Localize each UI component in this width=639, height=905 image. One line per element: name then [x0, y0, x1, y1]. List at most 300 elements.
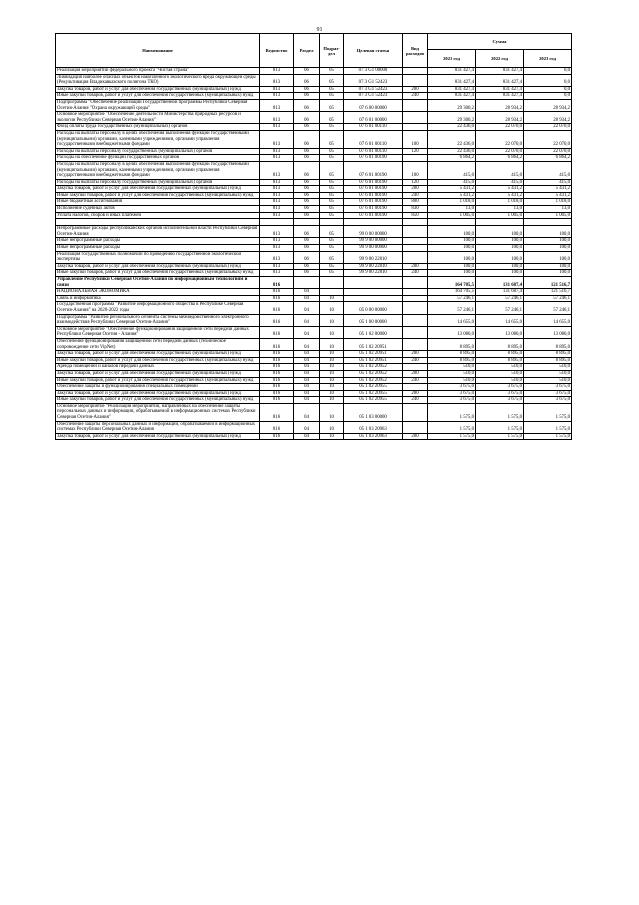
- row-year-2021: 22 436,0: [428, 130, 476, 148]
- row-ministry: 816: [260, 326, 294, 338]
- row-ministry: 816: [260, 384, 294, 391]
- row-target: 07 6 01 00110: [344, 148, 403, 155]
- table-row: [56, 384, 572, 391]
- row-year-2021: 831 427,4: [428, 74, 476, 86]
- row-subsection: 10: [320, 390, 344, 397]
- row-year-2021: 100,0: [428, 251, 476, 263]
- row-target: [344, 277, 403, 289]
- row-section: 06: [294, 199, 320, 206]
- row-year-2021: 29 300,2: [428, 112, 476, 124]
- table-row: [56, 148, 572, 155]
- row-year-2022: 8 895,0: [476, 338, 524, 350]
- row-year-2023: 0,0: [524, 74, 572, 86]
- row-expense-type: [403, 326, 428, 338]
- row-expense-type: [403, 245, 428, 252]
- row-ministry: 813: [260, 245, 294, 252]
- row-ministry: 813: [260, 199, 294, 206]
- row-section: 04: [294, 370, 320, 377]
- table-body: [56, 68, 572, 440]
- row-section: 06: [294, 212, 320, 219]
- row-subsection: 05: [320, 93, 344, 100]
- row-expense-type: 240: [403, 270, 428, 277]
- row-section: 04: [294, 390, 320, 397]
- row-subsection: 10: [320, 370, 344, 377]
- row-ministry: 813: [260, 130, 294, 148]
- row-year-2022: 100,0: [476, 226, 524, 238]
- header-ministry: Ведомство: [260, 34, 294, 68]
- row-expense-type: [403, 338, 428, 350]
- row-year-2022: 831 427,4: [476, 68, 524, 75]
- header-sum: Сумма: [428, 34, 572, 50]
- row-year-2023: 13 080,0: [524, 326, 572, 338]
- row-section: 04: [294, 314, 320, 326]
- row-year-2023: 100,0: [524, 238, 572, 245]
- header-section: Раздел: [294, 34, 320, 68]
- row-subsection: 05: [320, 206, 344, 213]
- row-subsection: 05: [320, 148, 344, 155]
- row-ministry: 813: [260, 212, 294, 219]
- row-subsection: 10: [320, 302, 344, 314]
- table-row: [56, 68, 572, 75]
- header-subsection: Подраз- дел: [320, 34, 344, 68]
- row-target: 05 1 02 20955: [344, 397, 403, 404]
- row-section: 06: [294, 161, 320, 179]
- row-year-2022: [476, 219, 524, 226]
- row-year-2021: 164 705,5: [428, 277, 476, 289]
- row-subsection: 05: [320, 99, 344, 111]
- row-year-2022: 3 675,0: [476, 384, 524, 391]
- row-name: Иные закупки товаров, работ и услуг для обеспечения государственных (муниципальных) нужд: [56, 93, 260, 100]
- row-subsection: 10: [320, 364, 344, 371]
- row-target: 07 6 01 00190: [344, 192, 403, 199]
- row-expense-type: [403, 112, 428, 124]
- table-row: [56, 302, 572, 314]
- row-year-2021: 13,0: [428, 206, 476, 213]
- table-row: [56, 238, 572, 245]
- row-year-2022: 5 431,2: [476, 186, 524, 193]
- row-ministry: 813: [260, 161, 294, 179]
- row-year-2023: 1 005,0: [524, 212, 572, 219]
- row-ministry: 816: [260, 403, 294, 421]
- row-expense-type: [403, 124, 428, 131]
- row-section: [294, 219, 320, 226]
- row-ministry: 813: [260, 251, 294, 263]
- table-row: [56, 277, 572, 289]
- row-year-2021: 831 427,4: [428, 86, 476, 93]
- row-year-2022: 1 018,0: [476, 199, 524, 206]
- row-section: 06: [294, 148, 320, 155]
- row-section: 06: [294, 245, 320, 252]
- row-target: [344, 295, 403, 302]
- row-name: Ликвидация наиболее опасных объектов накопленного экологического вреда окружающей среды (Рекультивация Владикавказского полигона ТКО): [56, 74, 260, 86]
- row-section: 04: [294, 351, 320, 358]
- row-year-2022: 14 655,0: [476, 314, 524, 326]
- row-expense-type: [403, 226, 428, 238]
- row-expense-type: [403, 421, 428, 433]
- row-year-2022: 22 070,0: [476, 148, 524, 155]
- row-expense-type: [403, 314, 428, 326]
- row-ministry: 813: [260, 155, 294, 162]
- row-ministry: 813: [260, 192, 294, 199]
- row-subsection: 05: [320, 179, 344, 186]
- row-year-2023: 0,0: [524, 93, 572, 100]
- row-year-2023: 3 675,0: [524, 384, 572, 391]
- row-year-2023: 121 516,7: [524, 277, 572, 289]
- row-ministry: 813: [260, 179, 294, 186]
- table-row: [56, 357, 572, 364]
- row-name: Связь и информатика: [56, 295, 260, 302]
- row-ministry: 816: [260, 351, 294, 358]
- row-subsection: 05: [320, 270, 344, 277]
- row-section: 06: [294, 206, 320, 213]
- row-expense-type: 240: [403, 357, 428, 364]
- row-subsection: 10: [320, 397, 344, 404]
- row-year-2023: 8 895,0: [524, 338, 572, 350]
- row-name: Иные бюджетные ассигнования: [56, 199, 260, 206]
- row-subsection: [320, 219, 344, 226]
- row-year-2021: 100,0: [428, 238, 476, 245]
- row-name: Расходы на выплаты персоналу в целях обеспечения выполнения функций государственными (муниципальными) органами, казенными учреждениями, органами управления государственными внебюджетными фондами: [56, 130, 260, 148]
- row-subsection: 05: [320, 186, 344, 193]
- row-section: 06: [294, 112, 320, 124]
- row-year-2022: 100,0: [476, 270, 524, 277]
- row-year-2022: 3 675,0: [476, 397, 524, 404]
- row-ministry: 816: [260, 338, 294, 350]
- row-section: 04: [294, 377, 320, 384]
- row-year-2022: 6 864,2: [476, 155, 524, 162]
- row-expense-type: 240: [403, 377, 428, 384]
- row-name: Расходы на выплаты персоналу в целях обеспечения выполнения функций государственными (муниципальными) органами, казенными учреждениями, органами управления государственными внебюджетными фондами: [56, 161, 260, 179]
- row-section: 06: [294, 226, 320, 238]
- table-row: [56, 338, 572, 350]
- row-target: 05 1 02 20951: [344, 338, 403, 350]
- row-year-2023: 1 575,0: [524, 403, 572, 421]
- row-section: 04: [294, 289, 320, 296]
- row-subsection: 10: [320, 433, 344, 440]
- row-target: 07 6 01 00110: [344, 130, 403, 148]
- row-name: Закупка товаров, работ и услуг для обеспечения государственных (муниципальных) нужд: [56, 351, 260, 358]
- row-target: 99 9 00 00000: [344, 238, 403, 245]
- row-subsection: 05: [320, 226, 344, 238]
- row-year-2022: 100,0: [476, 238, 524, 245]
- row-name: Иные закупки товаров, работ и услуг для обеспечения государственных (муниципальных) нужд: [56, 397, 260, 404]
- row-ministry: 816: [260, 289, 294, 296]
- table-row: [56, 124, 572, 131]
- row-expense-type: [403, 302, 428, 314]
- row-ministry: 813: [260, 74, 294, 86]
- table-row: [56, 206, 572, 213]
- row-ministry: 816: [260, 421, 294, 433]
- row-year-2023: 3 675,0: [524, 390, 572, 397]
- row-target: 07 3 G1 52423: [344, 93, 403, 100]
- row-target: 05 1 00 00000: [344, 314, 403, 326]
- row-subsection: 05: [320, 155, 344, 162]
- row-section: 06: [294, 124, 320, 131]
- row-name: Уплата налогов, сборов и иных платежей: [56, 212, 260, 219]
- row-subsection: 05: [320, 192, 344, 199]
- row-name: Расходы на обеспечение функций государственных органов: [56, 155, 260, 162]
- row-target: [344, 219, 403, 226]
- row-target: 07 3 G1 00000: [344, 68, 403, 75]
- table-row: [56, 199, 572, 206]
- table-row: [56, 251, 572, 263]
- row-ministry: 816: [260, 277, 294, 289]
- row-year-2021: 14 655,0: [428, 314, 476, 326]
- row-year-2022: 13 080,0: [476, 326, 524, 338]
- row-target: 05 1 02 20951: [344, 351, 403, 358]
- row-target: 05 0 00 00000: [344, 302, 403, 314]
- table-row: [56, 212, 572, 219]
- table-row: [56, 364, 572, 371]
- row-name: Реализация государственных полномочий по проведению государственной экологической экспертизы: [56, 251, 260, 263]
- row-name: Закупка товаров, работ и услуг для обеспечения государственных (муниципальных) нужд: [56, 86, 260, 93]
- row-name: Закупка товаров, работ и услуг для обеспечения государственных (муниципальных) нужд: [56, 433, 260, 440]
- row-name: Аренда помещений и каналов передачи данных: [56, 364, 260, 371]
- row-name: Иные закупки товаров, работ и услуг для обеспечения государственных (муниципальных) нужд: [56, 357, 260, 364]
- row-year-2022: 3 675,0: [476, 390, 524, 397]
- row-expense-type: 850: [403, 212, 428, 219]
- row-target: 05 1 02 00000: [344, 326, 403, 338]
- row-year-2021: 1 005,0: [428, 212, 476, 219]
- row-section: 06: [294, 263, 320, 270]
- row-year-2021: 22 436,0: [428, 124, 476, 131]
- row-target: 05 1 02 20952: [344, 364, 403, 371]
- row-year-2023: 5 431,2: [524, 192, 572, 199]
- row-subsection: 05: [320, 161, 344, 179]
- row-target: 07 6 01 00190: [344, 186, 403, 193]
- row-target: 99 9 00 22810: [344, 270, 403, 277]
- row-year-2021: 510,0: [428, 377, 476, 384]
- row-section: 06: [294, 251, 320, 263]
- row-ministry: 813: [260, 93, 294, 100]
- row-ministry: 816: [260, 314, 294, 326]
- row-target: 07 6 00 00000: [344, 99, 403, 111]
- row-name: НАЦИОНАЛЬНАЯ ЭКОНОМИКА: [56, 289, 260, 296]
- row-target: 07 6 01 00190: [344, 212, 403, 219]
- table-row: [56, 433, 572, 440]
- row-subsection: 05: [320, 68, 344, 75]
- table-row: [56, 93, 572, 100]
- row-section: 06: [294, 192, 320, 199]
- row-ministry: 813: [260, 148, 294, 155]
- row-expense-type: [403, 238, 428, 245]
- row-year-2021: 3 675,0: [428, 390, 476, 397]
- row-expense-type: [403, 251, 428, 263]
- row-year-2021: 1 575,0: [428, 433, 476, 440]
- row-name: Основное мероприятие "Реализация мероприятий, направленных на обеспечение защиты персональных данных и информации, обрабатываемой в информационных системах Республики Северная Осетия-Алания": [56, 403, 260, 421]
- row-year-2022: 510,0: [476, 370, 524, 377]
- row-ministry: 813: [260, 112, 294, 124]
- row-section: 04: [294, 357, 320, 364]
- row-year-2023: 1 575,0: [524, 433, 572, 440]
- row-year-2022: 831 427,4: [476, 86, 524, 93]
- row-section: 04: [294, 338, 320, 350]
- row-expense-type: 100: [403, 130, 428, 148]
- row-name: Закупка товаров, работ и услуг для обеспечения государственных (муниципальных) нужд: [56, 186, 260, 193]
- header-target: Целевая статья: [344, 34, 403, 68]
- row-year-2023: 3 675,0: [524, 397, 572, 404]
- row-year-2023: 28 934,2: [524, 99, 572, 111]
- row-year-2022: 831 427,4: [476, 74, 524, 86]
- row-subsection: 05: [320, 251, 344, 263]
- row-year-2022: 100,0: [476, 245, 524, 252]
- row-year-2021: 164 705,5: [428, 289, 476, 296]
- row-target: 05 1 03 00000: [344, 403, 403, 421]
- row-year-2022: 8 895,0: [476, 357, 524, 364]
- row-name: Основное мероприятие "Обеспечение деятельности Министерства природных ресурсов и экологии Республики Северная Осетия-Алания": [56, 112, 260, 124]
- row-year-2021: 5 431,2: [428, 186, 476, 193]
- row-year-2021: 1 575,0: [428, 403, 476, 421]
- row-year-2023: 0,0: [524, 68, 572, 75]
- row-target: 05 1 03 20963: [344, 421, 403, 433]
- table-row: [56, 112, 572, 124]
- row-section: 06: [294, 186, 320, 193]
- row-expense-type: 200: [403, 186, 428, 193]
- row-year-2023: 510,0: [524, 370, 572, 377]
- row-target: 07 6 01 00000: [344, 112, 403, 124]
- row-target: 07 3 G1 52423: [344, 86, 403, 93]
- row-ministry: 813: [260, 68, 294, 75]
- row-name: Расходы на выплаты персоналу государственных (муниципальных) органов: [56, 179, 260, 186]
- table-row: [56, 390, 572, 397]
- row-year-2023: 415,0: [524, 179, 572, 186]
- table-row: [56, 370, 572, 377]
- row-expense-type: 200: [403, 433, 428, 440]
- row-name: Подпрограмма "Развитие регионального сегмента системы межведомственного электронного взаимодействия Республики Северная Осетия-Алания": [56, 314, 260, 326]
- row-ministry: 813: [260, 206, 294, 213]
- row-expense-type: [403, 219, 428, 226]
- row-year-2021: 831 427,4: [428, 93, 476, 100]
- row-target: 99 9 00 00000: [344, 245, 403, 252]
- row-name: Закупка товаров, работ и услуг для обеспечения государственных (муниципальных) нужд: [56, 390, 260, 397]
- row-subsection: [320, 289, 344, 296]
- row-year-2023: 100,0: [524, 226, 572, 238]
- row-year-2021: 510,0: [428, 370, 476, 377]
- row-target: 07 6 01 00190: [344, 155, 403, 162]
- row-year-2021: 29 300,2: [428, 99, 476, 111]
- row-section: 04: [294, 326, 320, 338]
- row-year-2022: 57 246,1: [476, 302, 524, 314]
- row-subsection: 10: [320, 326, 344, 338]
- row-year-2022: 13,0: [476, 206, 524, 213]
- row-year-2021: 1 018,0: [428, 199, 476, 206]
- row-section: 04: [294, 295, 320, 302]
- row-ministry: 813: [260, 99, 294, 111]
- row-year-2021: 510,0: [428, 364, 476, 371]
- row-year-2023: 100,0: [524, 270, 572, 277]
- row-ministry: 813: [260, 226, 294, 238]
- table-row: [56, 403, 572, 421]
- row-year-2022: 415,0: [476, 161, 524, 179]
- row-section: 06: [294, 74, 320, 86]
- row-ministry: 813: [260, 238, 294, 245]
- row-subsection: 05: [320, 199, 344, 206]
- row-year-2023: 121 516,7: [524, 289, 572, 296]
- row-section: 04: [294, 397, 320, 404]
- row-target: 07 6 01 00190: [344, 199, 403, 206]
- row-section: 04: [294, 364, 320, 371]
- page-number: 91: [316, 27, 323, 33]
- row-subsection: 05: [320, 245, 344, 252]
- row-target: 05 1 02 20951: [344, 357, 403, 364]
- row-name: Основное мероприятие "Обеспечение функционирования защищенной сети передачи данных Республики Северная Осетия - Алания": [56, 326, 260, 338]
- header-year-2021: 2021 год: [428, 50, 476, 68]
- row-subsection: 10: [320, 338, 344, 350]
- row-section: [294, 277, 320, 289]
- row-ministry: 813: [260, 186, 294, 193]
- row-year-2021: 6 864,2: [428, 155, 476, 162]
- table-row: [56, 421, 572, 433]
- row-expense-type: 240: [403, 192, 428, 199]
- row-year-2021: 8 895,0: [428, 338, 476, 350]
- row-expense-type: [403, 155, 428, 162]
- row-year-2023: 57 246,1: [524, 295, 572, 302]
- row-subsection: 10: [320, 421, 344, 433]
- row-subsection: 10: [320, 351, 344, 358]
- row-expense-type: 100: [403, 161, 428, 179]
- row-year-2021: 415,0: [428, 179, 476, 186]
- row-year-2022: 28 934,2: [476, 112, 524, 124]
- row-expense-type: [403, 68, 428, 75]
- row-expense-type: 120: [403, 179, 428, 186]
- row-expense-type: [403, 277, 428, 289]
- row-year-2021: 100,0: [428, 245, 476, 252]
- row-section: 04: [294, 302, 320, 314]
- row-year-2022: 1 575,0: [476, 433, 524, 440]
- row-target: 05 1 02 20952: [344, 377, 403, 384]
- row-year-2023: 100,0: [524, 263, 572, 270]
- row-section: 06: [294, 93, 320, 100]
- row-name: Управление Республики Северная Осетия-Алания по информационным технологиям и связи: [56, 277, 260, 289]
- row-section: 04: [294, 403, 320, 421]
- row-year-2021: 100,0: [428, 270, 476, 277]
- row-year-2022: 57 246,1: [476, 295, 524, 302]
- table-row: [56, 86, 572, 93]
- row-target: 05 1 02 20952: [344, 370, 403, 377]
- row-name: Иные непрограммные расходы: [56, 238, 260, 245]
- row-name: Непрограммные расходы республиканских органов исполнительной власти Республики Северная Осетия-Алания: [56, 226, 260, 238]
- row-expense-type: 200: [403, 263, 428, 270]
- row-subsection: 10: [320, 384, 344, 391]
- row-year-2021: 22 436,0: [428, 148, 476, 155]
- row-year-2023: 8 895,0: [524, 357, 572, 364]
- row-year-2021: 1 575,0: [428, 421, 476, 433]
- row-target: 99 0 00 00000: [344, 226, 403, 238]
- row-subsection: 10: [320, 403, 344, 421]
- table-row: [56, 219, 572, 226]
- row-target: 99 9 00 22810: [344, 251, 403, 263]
- table-row: [56, 99, 572, 111]
- row-section: 06: [294, 68, 320, 75]
- row-target: 05 1 03 20963: [344, 433, 403, 440]
- row-target: 05 1 02 20955: [344, 390, 403, 397]
- row-year-2023: 8 895,0: [524, 351, 572, 358]
- row-ministry: 813: [260, 263, 294, 270]
- table-row: [56, 226, 572, 238]
- row-year-2021: [428, 219, 476, 226]
- row-year-2022: 100,0: [476, 251, 524, 263]
- row-target: [344, 289, 403, 296]
- row-ministry: 816: [260, 433, 294, 440]
- row-ministry: 816: [260, 397, 294, 404]
- row-year-2021: 3 675,0: [428, 397, 476, 404]
- row-subsection: 10: [320, 295, 344, 302]
- row-year-2021: 57 246,1: [428, 295, 476, 302]
- table-row: [56, 289, 572, 296]
- table-row: [56, 263, 572, 270]
- row-subsection: 05: [320, 112, 344, 124]
- row-expense-type: 200: [403, 390, 428, 397]
